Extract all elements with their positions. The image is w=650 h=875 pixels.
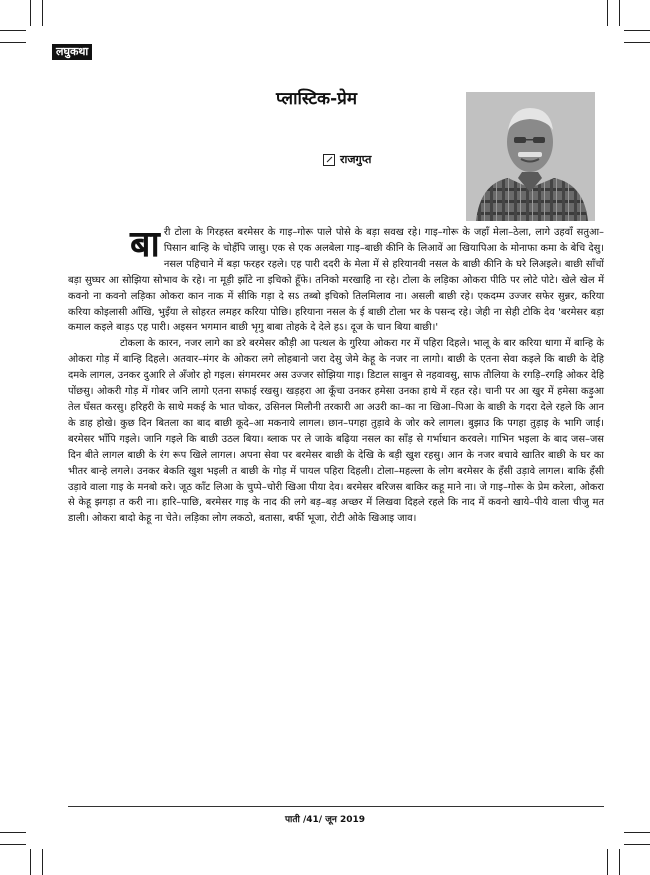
section-tag: लघुकथा bbox=[52, 44, 92, 60]
crop-mark-top-left-h bbox=[0, 30, 26, 31]
pen-icon bbox=[323, 154, 335, 166]
crop-mark-top-right-h bbox=[624, 30, 650, 31]
story-body bbox=[68, 225, 604, 527]
author-byline bbox=[323, 152, 371, 167]
drop-cap: बा bbox=[130, 224, 160, 265]
crop-mark-bottom-right-v2 bbox=[607, 849, 608, 875]
crop-mark-top-right-v bbox=[619, 0, 620, 26]
crop-mark-bottom-left-v2 bbox=[42, 849, 43, 875]
paragraph-1 bbox=[68, 225, 604, 336]
crop-mark-bottom-right-h2 bbox=[624, 832, 650, 833]
paragraph-2: टोकला के कारन, नजर लागे का डरे बरमेसर कौड़ी आ पत्थल के गुरिया ओकरा गर में पहिरा दिहले। भालू के बार करिया धागा में बान्हि के ओकरा गोड़ में बान्हि दिहले। अतवार–मंगर के ओकरा लगे लोहबानो जरा देसु जेमे केहू के नजर ना लागो। बाछी के एतना सेवा कइले कि बाछी के देहि दमके लागल, उनकर दुआरि ले अँजोर हो गइल। संगमरमर अस उज्जर सोझिया गाइ। डिटाल साबुन से नहवावसु, साफ तौलिया के रगड़ि–रगड़ि ओकर देहि पोंछसु। ओकरी गोड़ में गोबर जनि लागो एतना सफाई रखसु। खड़हरा आ कूँचा उनकर हमेसा उनका हाथे में रहत रहे। चानी पर आ खुर में हमेसा कड़ुआ तेल घँसत करसु। हरिहरी के साथे मकई के भात चोकर, उसिनल मिलौनी तरकारी आ अउरी का–का ना खिआ–पिआ के बाछी के गदरा देले रहले कि आन के डाह होखे। कुछ दिन बितला का बाद बाछी कूदे–आ मकनाये लागल। छान–पगहा तुड़ावे के जोर करे लागल। बुझाउ कि पगहा तुड़ाइ के भागि जाई। बरमेसर भाँपि गइले। जानि गइले कि बाछी उठल बिया। ब्लाक पर ले जाके बढ़िया नसल का साँड़ से गर्भाधान करवले। गाभिन भइला के बाद जस–जस दिन बीते लागल बाछी के रंग रूप खिले लागल। अपना सेवा पर बरमेसर बाछी के देखि के बड़ी खुश रहसु। आन के नजर बचावे खातिर बाछी के घर का भीतर बान्हे लगले। उनकर बेकति खुश भइली त बाछी के गोड़ में पायल पहिरा दिहली। टोला–महल्ला के लोग बरमेसर के हँसी उड़ावे लागल। बाकि हँसी उड़ावे वाला गाइ के मनबो करे। जूठ काँट लिआ के चुप्पे–चोरी खिआ पीया देव। बरमेसर बरिजस बाकिर कहू माने ना। जे गाइ–गोरू के प्रेम करेला, ओकरा से केहू झगड़ा त करी ना। हारि–पाछि, बरमेसर गाइ के नाद की लगे बड़–बड़ अच्छर में लिखवा दिहले रहले कि नाद में कवनो खाये–पीये वाला चीजु मत डाली। ओकरा बादो केहू ना चेते। लड़िका लोग लकठो, बतासा, बर्फी भूजा, रोटी ओके खिआइ जाव। bbox=[68, 338, 604, 525]
crop-mark-bottom-left-h2 bbox=[0, 832, 26, 833]
author-name: राजगुप्त bbox=[340, 153, 372, 166]
author-photo bbox=[466, 92, 595, 221]
footer-rule bbox=[68, 806, 604, 807]
crop-mark-bottom-left-h bbox=[0, 844, 26, 845]
crop-mark-top-left-h2 bbox=[0, 42, 26, 43]
crop-mark-top-left-v bbox=[30, 0, 31, 26]
crop-mark-top-right-v2 bbox=[607, 0, 608, 26]
crop-mark-top-right-h2 bbox=[624, 42, 650, 43]
crop-mark-bottom-right-v bbox=[619, 849, 620, 875]
crop-mark-top-left-v2 bbox=[42, 0, 43, 26]
story-title: प्लास्टिक-प्रेम bbox=[276, 89, 358, 109]
page-folio: पाती /41/ जून 2019 bbox=[284, 815, 366, 825]
crop-mark-bottom-right-h bbox=[624, 844, 650, 845]
paragraph-text: री टोला के गिरहस्त बरमेसर के गाइ–गोरू पाले पोसे के बड़ा सवख रहे। गाइ–गोरू के जहाँ मेला–ठेला, लागे उहवाँ सतुआ–पिसान बान्हि के चोहँपि जासु। एक से एक अलबेला गाइ–बाछी कीनि के लिआवें आ खियापिआ के मोनाफा कमा के बेचि देसु। नसल पहिचाने में बड़ा फरहर रहले। एह पारी ददरी के मेला में से हरियानवी नसल के बाछी कीनि के घरे लिअइले। बाछी साँचों बड़ा सुघ्घर आ सोझिया सोभाव के रहे। ना मूड़ी झाँटे ना इचिको हूँफे। तनिको मरखाहि ना रहे। टोला के लड़िका ओकरा पीठि पर लोटे पोटे। खेले खेल में कवनो ना कवनो लड़िका ओकरा कान नाक में सीकि गड़ा दे सऽ तब्बो इचिको तिलमिलाव ना। असली बाछी रहे। एकदम्म उज्जर सफेर सुन्नर, करिया करिया कोइलासी आँखि, भुइँया ले सोहरत लमहर करिया पोछि। हरियाना नसल के ई बाछी टोला भर के पसन्द रहे। जेही ना सेही टोकि देव 'बरमेसर बड़ा कमाल कइले बाड़ऽ एह पारी। अइसन भगमान बाछी भृगु बाबा तोहके दे देले हऽ। दूज के चान बिया बाछी।' bbox=[68, 227, 604, 334]
crop-mark-bottom-left-v bbox=[30, 849, 31, 875]
